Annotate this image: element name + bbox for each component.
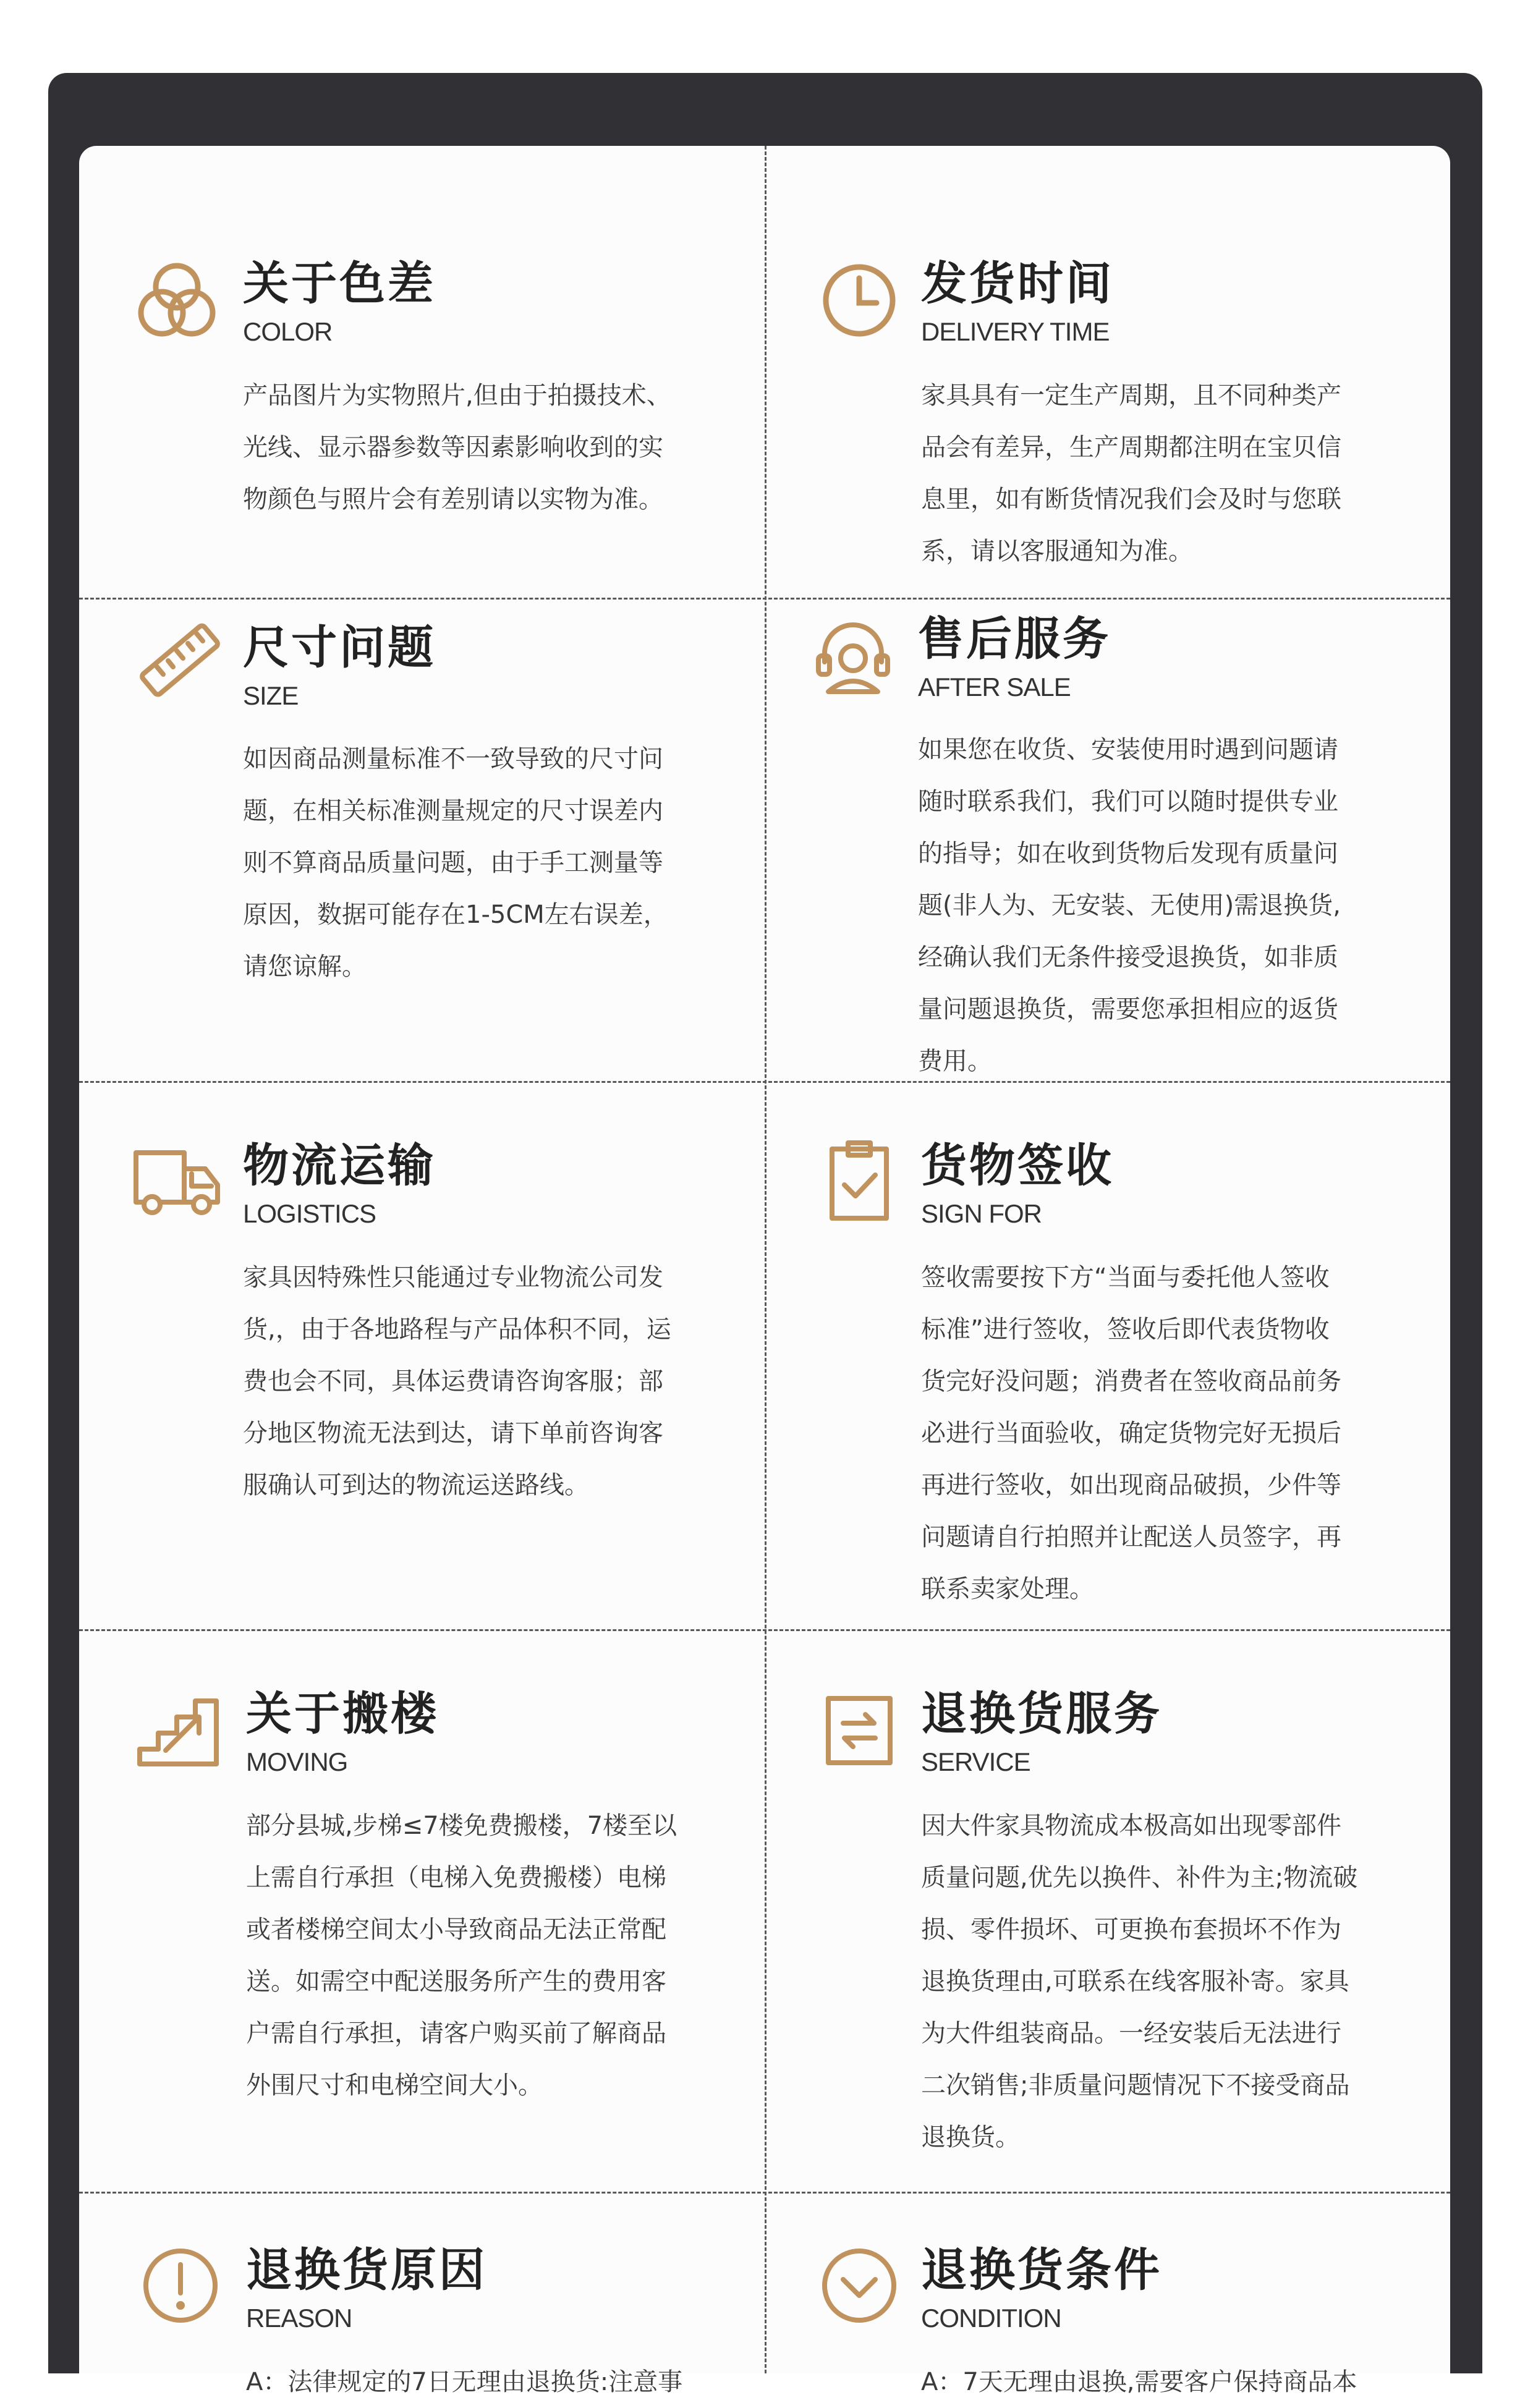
section-subtitle: SERVICE: [921, 1747, 1030, 1776]
section-body: [921, 1800, 1357, 2163]
body-line: 送。如需空中配送服务所产生的费用客: [246, 1967, 666, 1996]
customer-service-icon: [804, 610, 902, 709]
section-title: 物流运输: [243, 1139, 436, 1192]
body-line: 品会有差异，生产周期都注明在宝贝信: [921, 433, 1341, 462]
body-line: 请您谅解。: [243, 952, 367, 981]
body-line: 货完好没问题；消费者在签收商品前务: [921, 1367, 1341, 1396]
section-subtitle: COLOR: [243, 317, 333, 346]
body-line: 质量问题,优先以换件、补件为主;物流破: [921, 1863, 1358, 1892]
section-subtitle: REASON: [246, 2304, 352, 2333]
body-line: 上需自行承担（电梯入免费搬楼）电梯: [246, 1863, 666, 1892]
body-line: 系，请以客服通知为准。: [921, 537, 1193, 566]
body-line: 如果您在收货、安装使用时遇到问题请: [918, 736, 1338, 764]
exchange-icon: [810, 1680, 909, 1779]
body-line: 原因，数据可能存在1-5CM左右误差，: [243, 901, 668, 929]
body-line: 签收需要按下方“当面与委托他人签收: [921, 1263, 1330, 1292]
body-line: 随时联系我们，我们可以随时提供专业: [918, 787, 1338, 816]
section-subtitle: SIZE: [243, 681, 299, 710]
body-line: 外围尺寸和电梯空间大小。: [246, 2071, 543, 2100]
section-body: [246, 1800, 677, 2111]
section-title: 售后服务: [918, 613, 1111, 666]
body-line: A：7天无理由退换,需要客户保持商品本: [921, 2368, 1357, 2396]
section-body: [921, 2356, 1357, 2408]
policy-card: [79, 146, 1450, 2396]
body-line: 如因商品测量标准不一致导致的尺寸问: [243, 745, 663, 773]
body-line: 因大件家具物流成本极高如出现零部件: [921, 1812, 1341, 1840]
body-line: 费也会不同，具体运费请咨询客服；部: [243, 1367, 663, 1396]
section-subtitle: AFTER SALE: [918, 672, 1071, 702]
section-title: 发货时间: [921, 257, 1114, 310]
section-title: 尺寸问题: [243, 621, 436, 674]
truck-icon: [127, 1130, 226, 1229]
body-line: 退换货。: [921, 2123, 1020, 2152]
body-line: 题，在相关标准测量规定的尺寸误差内: [243, 797, 663, 825]
body-line: 服确认可到达的物流运送路线。: [243, 1471, 589, 1499]
section-body: [243, 370, 671, 525]
body-line: 分地区物流无法到达，请下单前咨询客: [243, 1419, 663, 1448]
section-title: 退换货服务: [921, 1687, 1162, 1740]
section-title: 货物签收: [921, 1139, 1114, 1192]
body-line: 光线、显示器参数等因素影响收到的实: [243, 433, 663, 462]
body-line: 退换货理由,可联系在线客服补寄。家具: [921, 1967, 1349, 1996]
body-line: 部分县城,步梯≤7楼免费搬楼，7楼至以: [246, 1812, 677, 1840]
body-line: 为大件组装商品。一经安装后无法进行: [921, 2019, 1341, 2048]
color-circles-icon: [127, 251, 226, 350]
section-title: 关于搬楼: [246, 1687, 439, 1740]
row-divider: [79, 2192, 1450, 2194]
exclamation-circle-icon: [131, 2236, 230, 2335]
section-body: [243, 733, 668, 993]
body-line: 联系卖家处理。: [921, 1575, 1094, 1603]
section-title: 退换货原因: [246, 2244, 487, 2297]
section-title: 关于色差: [243, 257, 436, 310]
body-line: 费用。: [918, 1047, 992, 1075]
column-divider: [765, 146, 766, 2373]
clock-icon: [810, 251, 909, 350]
body-line: 则不算商品质量问题，由于手工测量等: [243, 849, 663, 877]
section-title: 退换货条件: [921, 2244, 1162, 2297]
body-line: 损、零件损坏、可更换布套损坏不作为: [921, 1915, 1341, 1944]
section-subtitle: CONDITION: [921, 2304, 1061, 2333]
chevron-circle-icon: [810, 2236, 909, 2335]
body-line: 家具因特殊性只能通过专业物流公司发: [243, 1263, 663, 1292]
body-line: 产品图片为实物照片,但由于拍摄技术、: [243, 381, 671, 410]
row-divider: [79, 598, 1450, 600]
body-line: 的指导；如在收到货物后发现有质量问: [918, 839, 1338, 868]
stairs-icon: [131, 1680, 230, 1779]
section-subtitle: SIGN FOR: [921, 1199, 1042, 1228]
body-line: 再进行签收，如出现商品破损，少件等: [921, 1471, 1341, 1499]
section-body: [921, 370, 1341, 577]
ruler-icon: [127, 610, 226, 709]
body-line: 货,，由于各地路程与产品体积不同，运: [243, 1315, 671, 1344]
row-divider: [79, 1629, 1450, 1631]
body-line: A：法律规定的7日无理由退换货:注意事: [246, 2368, 683, 2396]
body-line: 必进行当面验收，确定货物完好无损后: [921, 1419, 1341, 1448]
section-body: [918, 724, 1341, 1087]
section-subtitle: MOVING: [246, 1747, 348, 1776]
body-line: 或者楼梯空间太小导致商品无法正常配: [246, 1915, 666, 1944]
body-line: 量问题退换货，需要您承担相应的返货: [918, 995, 1338, 1024]
body-line: 物颜色与照片会有差别请以实物为准。: [243, 485, 663, 514]
clipboard-check-icon: [810, 1130, 909, 1229]
body-line: 经确认我们无条件接受退换货，如非质: [918, 943, 1338, 972]
body-line: 标准”进行签收，签收后即代表货物收: [921, 1315, 1330, 1344]
section-subtitle: DELIVERY TIME: [921, 317, 1110, 346]
body-line: 题(非人为、无安装、无使用)需退换货,: [918, 891, 1341, 920]
section-body: [246, 2356, 682, 2408]
section-body: [921, 1252, 1341, 1615]
section-body: [243, 1252, 671, 1511]
body-line: 家具具有一定生产周期，且不同种类产: [921, 381, 1341, 410]
body-line: 二次销售;非质量问题情况下不接受商品: [921, 2071, 1350, 2100]
body-line: 问题请自行拍照并让配送人员签字，再: [921, 1523, 1341, 1551]
body-line: 息里，如有断货情况我们会及时与您联: [921, 485, 1341, 514]
body-line: 户需自行承担，请客户购买前了解商品: [246, 2019, 666, 2048]
section-subtitle: LOGISTICS: [243, 1199, 376, 1228]
